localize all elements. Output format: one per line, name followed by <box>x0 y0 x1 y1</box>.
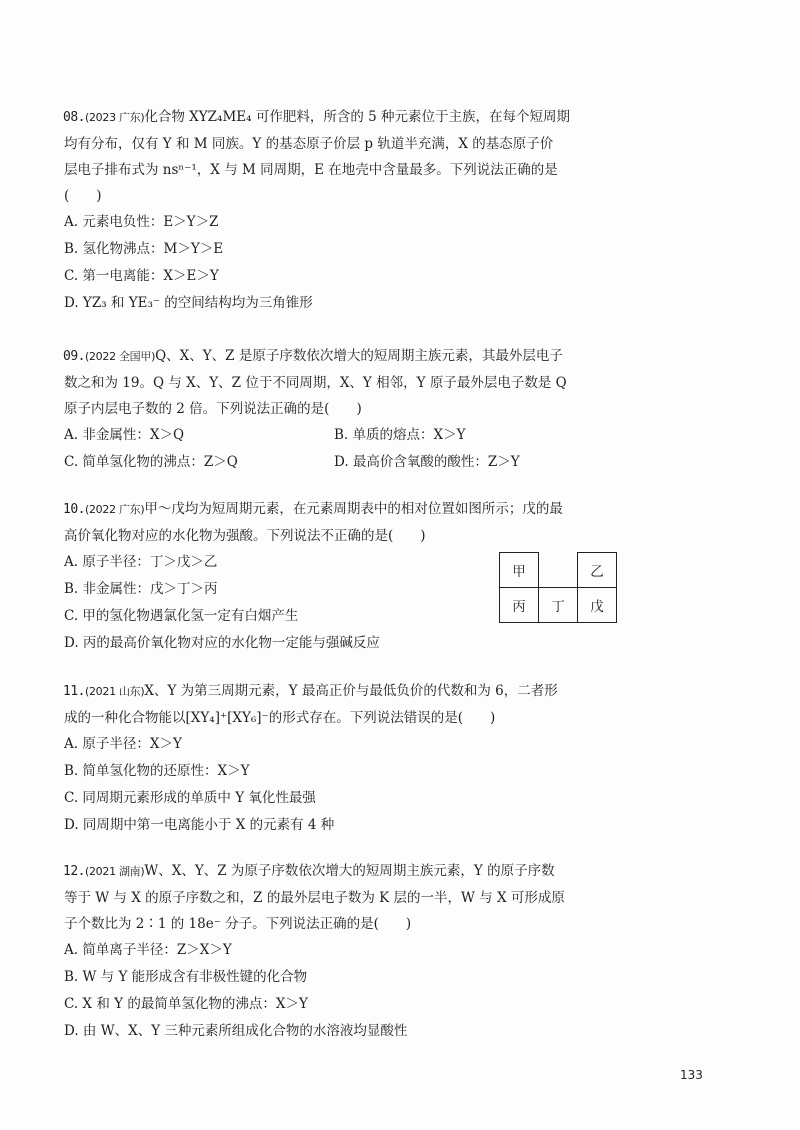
option-b: B. 非金属性：戊＞丁＞丙 <box>64 581 218 597</box>
question-09 <box>64 343 612 476</box>
option-b: B. 单质的熔点：X＞Y <box>334 427 466 443</box>
periodic-table-fragment <box>499 552 617 623</box>
option-b: B. 简单氢化物的还原性：X＞Y <box>64 763 250 779</box>
question-number: 10. <box>63 502 85 517</box>
stem-line: 数之和为 19。Q 与 X、Y、Z 位于不同周期，X、Y 相邻，Y 原子最外层电子数是 Q <box>64 375 567 391</box>
cell-ding: 丁 <box>539 588 578 623</box>
option-a: A. 原子半径：X＞Y <box>64 736 182 752</box>
question-stem <box>64 678 612 731</box>
question-source: (2023 广东) <box>84 111 145 124</box>
stem-line: 均有分布，仅有 Y 和 M 同族。Y 的基态原子价层 p 轨道半充满，X 的基态原子价 <box>64 136 554 152</box>
option-a: A. 原子半径：丁＞戊＞乙 <box>64 554 218 570</box>
option-b: B. 氢化物沸点：M＞Y＞E <box>64 241 224 257</box>
question-source: (2022 全国甲) <box>84 350 156 363</box>
stem-line: 层电子排布式为 nsⁿ⁻¹，X 与 M 同周期，E 在地壳中含量最多。下列说法正确的是 <box>64 162 558 178</box>
option-d: D. 由 W、X、Y 三种元素所组成化合物的水溶液均显酸性 <box>64 1023 408 1039</box>
option-a: A. 非金属性：X＞Q <box>64 427 185 443</box>
question-source: (2021 山东) <box>84 685 145 698</box>
cell-wu: 戊 <box>578 588 617 623</box>
option-d: D. 丙的最高价氧化物对应的水化物一定能与强碱反应 <box>64 635 380 651</box>
stem-line: W、X、Y、Z 为原子序数依次增大的短周期主族元素，Y 的原子序数 <box>144 863 555 879</box>
cell-bing: 丙 <box>500 588 539 623</box>
stem-line: 化合物 XYZ₄ME₄ 可作肥料，所含的 5 种元素位于主族，在每个短周期 <box>144 109 571 125</box>
option-d: D. YZ₃ 和 YE₃⁻ 的空间结构均为三角锥形 <box>64 295 313 311</box>
stem-line: 成的一种化合物能以[XY₄]⁺[XY₆]⁻的形式存在。下列说法错误的是( ) <box>64 710 496 726</box>
question-stem <box>64 496 612 549</box>
question-number: 12. <box>63 864 85 879</box>
stem-line: 等于 W 与 X 的原子序数之和，Z 的最外层电子数为 K 层的一半，W 与 X 可形成原 <box>64 890 565 906</box>
answer-blank: ( ) <box>64 188 102 204</box>
options-grid <box>64 422 612 476</box>
option-a: A. 元素电负性：E＞Y＞Z <box>64 214 219 230</box>
question-stem <box>64 104 612 209</box>
option-c: C. X 和 Y 的最简单氢化物的沸点：X＞Y <box>64 996 308 1012</box>
question-11 <box>64 678 612 839</box>
stem-line: 原子内层电子数的 2 倍。下列说法正确的是( ) <box>64 401 362 417</box>
stem-line: Q、X、Y、Z 是原子序数依次增大的短周期主族元素，其最外层电子 <box>155 348 563 364</box>
stem-line: 甲～戊均为短周期元素，在元素周期表中的相对位置如图所示；戊的最 <box>144 501 563 517</box>
question-source: (2021 湖南) <box>84 865 145 878</box>
question-number: 11. <box>63 684 85 699</box>
option-c: C. 第一电离能：X＞E＞Y <box>64 268 219 284</box>
stem-line: 子个数比为 2∶1 的 18e⁻ 分子。下列说法正确的是( ) <box>64 916 412 932</box>
question-12 <box>64 858 612 1045</box>
cell-empty <box>539 553 578 588</box>
option-b: B. W 与 Y 能形成含有非极性键的化合物 <box>64 969 308 985</box>
cell-jia: 甲 <box>500 553 539 588</box>
question-stem <box>64 343 612 422</box>
page-number: 133 <box>680 1068 703 1082</box>
stem-line: 高价氧化物对应的水化物为强酸。下列说法不正确的是( ) <box>64 528 426 544</box>
question-source: (2022 广东) <box>84 503 145 516</box>
stem-line: X、Y 为第三周期元素，Y 最高正价与最低负价的代数和为 6，二者形 <box>144 683 558 699</box>
option-d: D. 同周期中第一电离能小于 X 的元素有 4 种 <box>64 817 335 833</box>
question-08 <box>64 104 612 317</box>
option-d: D. 最高价含氧酸的酸性：Z＞Y <box>334 454 520 470</box>
question-stem <box>64 858 612 937</box>
question-number: 08. <box>63 110 85 125</box>
option-c: C. 简单氢化物的沸点：Z＞Q <box>64 454 238 470</box>
question-number: 09. <box>63 349 85 364</box>
option-c: C. 甲的氢化物遇氯化氢一定有白烟产生 <box>64 608 299 624</box>
option-a: A. 简单离子半径：Z＞X＞Y <box>64 942 232 958</box>
cell-yi: 乙 <box>578 553 617 588</box>
option-c: C. 同周期元素形成的单质中 Y 氧化性最强 <box>64 790 316 806</box>
